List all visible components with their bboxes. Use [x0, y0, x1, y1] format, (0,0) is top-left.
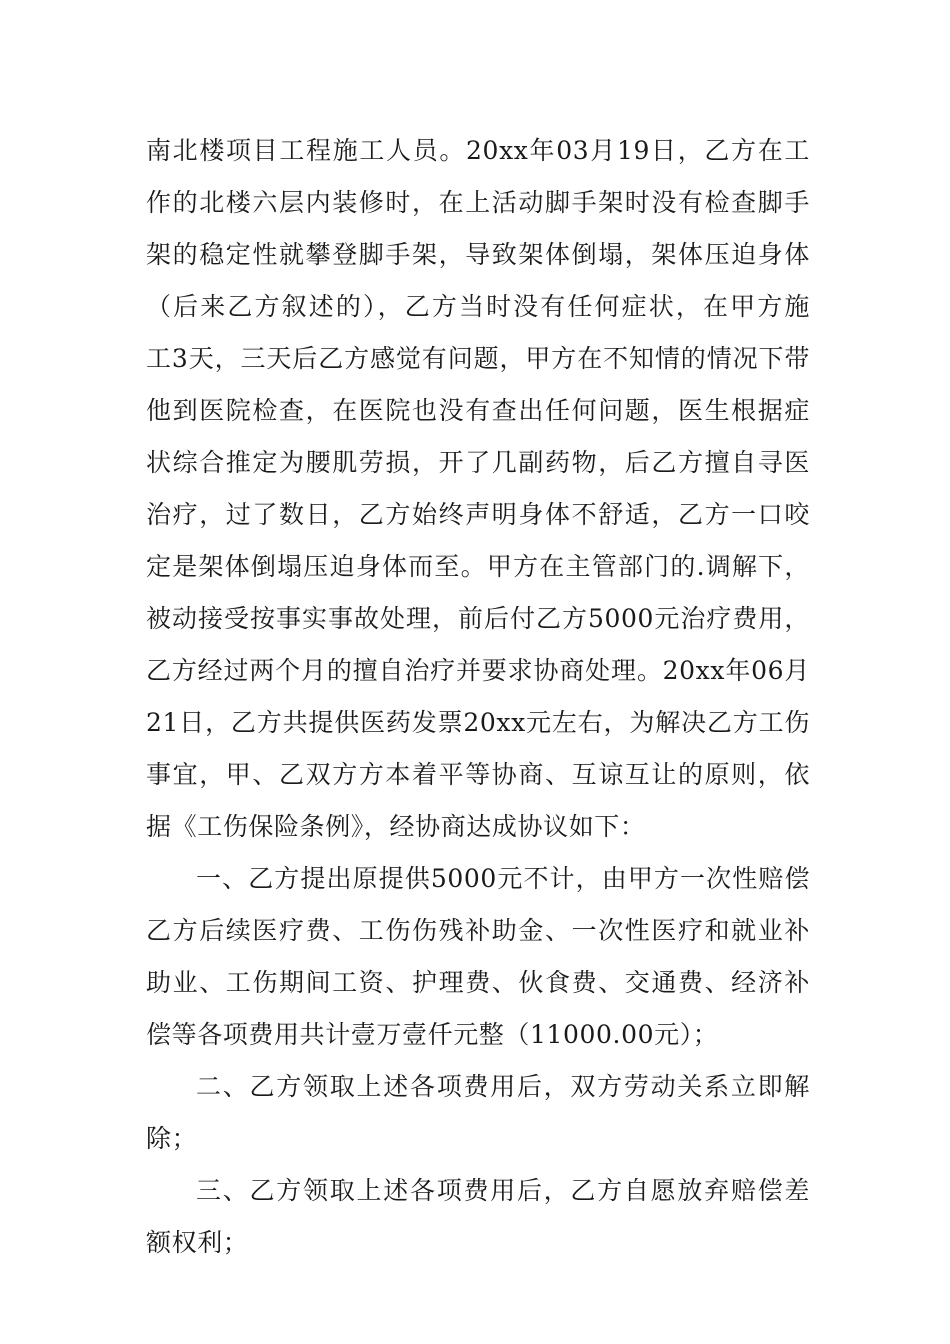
clause-one-line: 一、乙方提出原提供5000元不计，由甲方一次性赔偿	[196, 864, 810, 893]
text-line: 据《工伤保险条例》，经协商达成协议如下：	[146, 812, 646, 841]
text-line: 21日，乙方共提供医药发票20xx元左右，为解决乙方工伤	[146, 708, 810, 737]
text-line: 状综合推定为腰肌劳损，开了几副药物，后乙方擅自寻医	[146, 448, 810, 477]
text-line: 被动接受按事实事故处理，前后付乙方5000元治疗费用，	[146, 604, 810, 633]
text-line: 他到医院检查，在医院也没有查出任何问题，医生根据症	[146, 396, 810, 425]
text-line: 乙方后续医疗费、工伤伤残补助金、一次性医疗和就业补	[146, 916, 810, 945]
document-body	[146, 125, 810, 1269]
text-line: 偿等各项费用共计壹万壹仟元整（11000.00元）；	[146, 1020, 719, 1049]
text-line: 除；	[146, 1124, 198, 1153]
text-line: 额权利；	[146, 1228, 249, 1257]
text-line: 工3天，三天后乙方感觉有问题，甲方在不知情的情况下带	[146, 344, 810, 373]
text-line: 助业、工伤期间工资、护理费、伙食费、交通费、经济补	[146, 968, 810, 997]
text-line: 乙方经过两个月的擅自治疗并要求协商处理。20xx年06月	[146, 656, 810, 685]
text-line: 定是架体倒塌压迫身体而至。甲方在主管部门的.调解下，	[146, 552, 810, 581]
clause-three-line: 三、乙方领取上述各项费用后，乙方自愿放弃赔偿差	[196, 1176, 810, 1205]
text-line: 架的稳定性就攀登脚手架，导致架体倒塌，架体压迫身体	[146, 240, 810, 269]
clause-two-line: 二、乙方领取上述各项费用后，双方劳动关系立即解	[196, 1072, 810, 1101]
text-line: 事宜，甲、乙双方方本着平等协商、互谅互让的原则，依	[146, 760, 810, 789]
text-line: 南北楼项目工程施工人员。20xx年03月19日，乙方在工	[146, 136, 810, 165]
text-line: （后来乙方叙述的），乙方当时没有任何症状，在甲方施	[146, 292, 810, 321]
text-line: 作的北楼六层内装修时，在上活动脚手架时没有检查脚手	[146, 188, 810, 217]
text-line: 治疗，过了数日，乙方始终声明身体不舒适，乙方一口咬	[146, 500, 810, 529]
